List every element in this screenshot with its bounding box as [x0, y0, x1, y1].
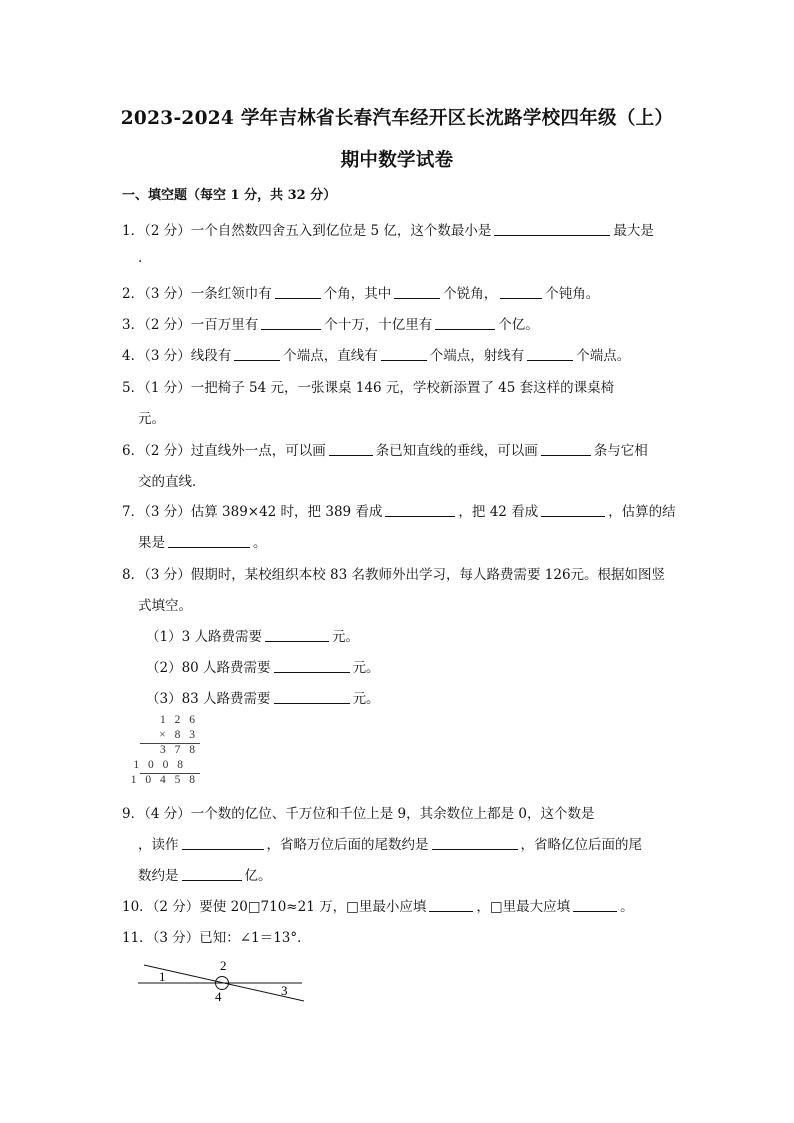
- q9-text: 亿。: [244, 868, 272, 884]
- q2-text: 个角，其中: [323, 286, 392, 302]
- answer-blank[interactable]: [329, 442, 373, 456]
- q1-continued: .: [138, 250, 143, 266]
- q4-text: 个端点，直线有: [283, 348, 378, 364]
- answer-blank[interactable]: [541, 442, 591, 456]
- question-4: [122, 344, 630, 364]
- answer-blank[interactable]: [541, 503, 605, 517]
- q6-text: 条与它相: [593, 443, 648, 459]
- section-heading: 一、填空题（每空 1 分，共 32 分）: [122, 188, 337, 203]
- mult-row: 3 7 8: [160, 744, 198, 756]
- answer-blank[interactable]: [182, 867, 242, 881]
- q8-text: （1）3 人路费需要: [146, 629, 262, 645]
- q8-sub-1: [146, 625, 359, 645]
- paper-title-line2: 期中数学试卷: [340, 150, 454, 171]
- question-9: 9．（4 分）一个数的亿位、千万位和千位上是 9，其余数位上都是 0，这个数是: [122, 806, 595, 822]
- answer-blank[interactable]: [265, 628, 329, 642]
- question-8: 8．（3 分）假期时，某校组织本校 83 名教师外出学习，每人路费需要 126元。根据如图竖: [122, 567, 666, 583]
- question-7: [122, 500, 676, 520]
- q6-continued: 交的直线．: [138, 474, 206, 490]
- mult-row: × 8 3: [159, 729, 198, 741]
- answer-blank[interactable]: [500, 285, 542, 299]
- q7-text: 果是: [138, 535, 165, 551]
- q9-continued: [138, 864, 272, 884]
- question-1: [122, 219, 654, 239]
- answer-blank[interactable]: [432, 836, 518, 850]
- answer-blank[interactable]: [275, 285, 321, 299]
- q4-text: 4．（3 分）线段有: [122, 348, 232, 364]
- q8-text: 元。: [331, 629, 359, 645]
- q1-text: 1．（2 分）一个自然数四舍五入到亿位是 5 亿，这个数最小是: [122, 223, 492, 239]
- q2-text: 2．（3 分）一条红领巾有: [122, 286, 272, 302]
- q1-text: 最大是: [613, 223, 654, 239]
- q3-text: 个亿。: [498, 317, 539, 333]
- answer-blank[interactable]: [394, 285, 440, 299]
- q3-text: 3．（2 分）一百万里有: [122, 317, 259, 333]
- answer-blank[interactable]: [274, 690, 350, 704]
- q8-sub-3: [146, 687, 380, 707]
- question-2: [122, 282, 599, 302]
- answer-blank[interactable]: [494, 222, 610, 236]
- answer-blank[interactable]: [385, 503, 455, 517]
- mult-row: 1 2 6: [160, 714, 198, 726]
- answer-blank[interactable]: [168, 534, 250, 548]
- answer-blank[interactable]: [573, 898, 617, 912]
- q8-text: （2）80 人路费需要: [146, 660, 271, 676]
- q10-text: 10．（2 分）要使 20□710≈21 万，□里最小应填: [122, 899, 427, 915]
- q8-sub-2: [146, 656, 380, 676]
- q9-continued: [138, 833, 642, 853]
- q2-text: 个锐角，: [443, 286, 498, 302]
- mult-row: 1 0 0 8: [133, 759, 186, 771]
- question-5: 5．（1 分）一把椅子 54 元，一张课桌 146 元，学校新添置了 45 套这样的课桌椅: [122, 380, 615, 396]
- angle-figure: [134, 955, 314, 1005]
- q3-text: 个十万，十亿里有: [324, 317, 433, 333]
- q7-text: 7．（3 分）估算 389×42 时，把 389 看成: [122, 504, 383, 520]
- q7-text: 。: [253, 535, 267, 551]
- q7-text: ，估算的结: [608, 504, 676, 520]
- q6-text: 6．（2 分）过直线外一点，可以画: [122, 443, 326, 459]
- q10-text: ，□里最大应填: [476, 899, 571, 915]
- answer-blank[interactable]: [435, 316, 495, 330]
- q8-text: 元。: [352, 660, 380, 676]
- q10-text: 。: [620, 899, 634, 915]
- angle-label-3: 3: [281, 983, 288, 998]
- q7-text: ，把 42 看成: [458, 504, 539, 520]
- q2-text: 个钝角。: [545, 286, 600, 302]
- answer-blank[interactable]: [381, 347, 427, 361]
- q5-continued: 元。: [138, 411, 165, 427]
- q4-text: 个端点。: [576, 348, 631, 364]
- answer-blank[interactable]: [274, 659, 350, 673]
- question-11: 11．（3 分）已知：∠1＝13°．: [122, 930, 311, 946]
- q6-text: 条已知直线的垂线，可以画: [375, 443, 538, 459]
- answer-blank[interactable]: [182, 836, 264, 850]
- q8-continued: 式填空。: [138, 598, 192, 614]
- q9-text: ，读作: [138, 837, 179, 853]
- q8-text: 元。: [352, 691, 380, 707]
- answer-blank[interactable]: [429, 898, 473, 912]
- answer-blank[interactable]: [261, 316, 321, 330]
- answer-blank[interactable]: [234, 347, 280, 361]
- question-10: [122, 895, 634, 915]
- question-6: [122, 439, 648, 459]
- q8-text: （3）83 人路费需要: [146, 691, 271, 707]
- mult-row: 1 0 4 5 8: [130, 774, 198, 786]
- question-3: [122, 313, 539, 333]
- q7-continued: [138, 531, 267, 551]
- answer-blank[interactable]: [527, 347, 573, 361]
- angle-label-1: 1: [159, 969, 166, 984]
- paper-title-line1: 2023-2024 学年吉林省长春汽车经开区长沈路学校四年级（上）: [120, 108, 674, 129]
- q9-text: ，省略亿位后面的尾: [520, 837, 642, 853]
- angle-label-2: 2: [220, 958, 227, 973]
- q9-text: ，省略万位后面的尾数约是: [266, 837, 429, 853]
- angle-label-4: 4: [215, 989, 222, 1004]
- q9-text: 数约是: [138, 868, 179, 884]
- q4-text: 个端点，射线有: [429, 348, 525, 364]
